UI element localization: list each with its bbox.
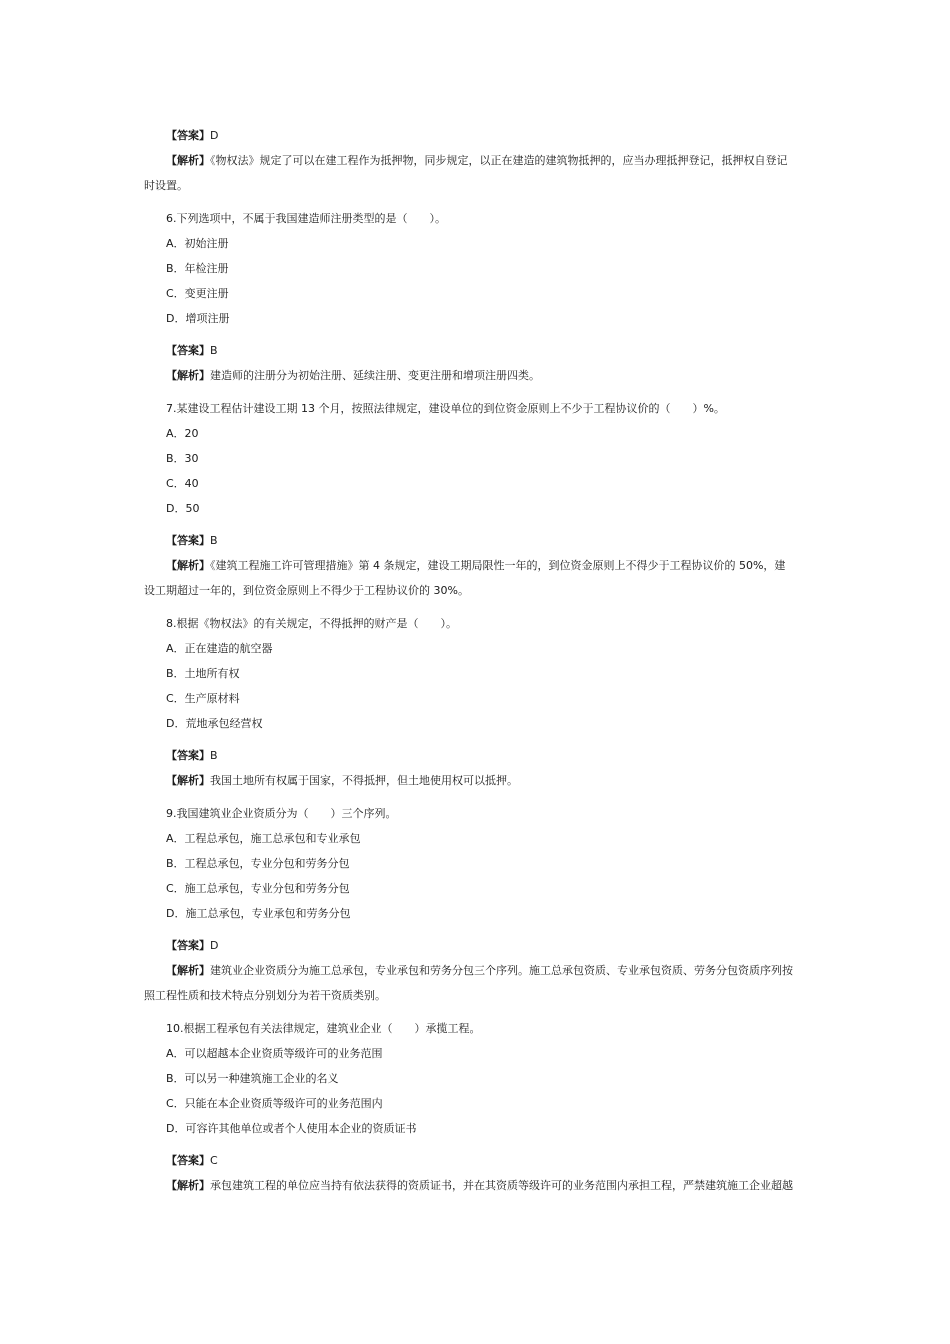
q9-option-a: A．工程总承包，施工总承包和专业承包	[166, 832, 361, 845]
q9-stem: 9.我国建筑业企业资质分为（ ）三个序列。	[166, 807, 397, 820]
q5-answer: 【答案】D	[166, 129, 219, 142]
q7-option-d: D．50	[166, 502, 200, 515]
q8-analysis-line1: 【解析】我国土地所有权属于国家，不得抵押，但土地使用权可以抵押。	[166, 774, 518, 787]
q9-option-d: D．施工总承包，专业承包和劳务分包	[166, 907, 351, 920]
q10-analysis-line1: 【解析】承包建筑工程的单位应当持有依法获得的资质证书，并在其资质等级许可的业务范围内承担工程，严禁建筑施工企业超越	[166, 1179, 793, 1192]
q6-stem: 6.下列选项中，不属于我国建造师注册类型的是（ ）。	[166, 212, 446, 225]
q5-analysis-line1: 【解析】《物权法》规定了可以在建工程作为抵押物，同步规定，以正在建造的建筑物抵押的，应当办理抵押登记，抵押权自登记	[166, 154, 788, 167]
q10-answer: 【答案】C	[166, 1154, 218, 1167]
q8-stem: 8.根据《物权法》的有关规定，不得抵押的财产是（ ）。	[166, 617, 457, 630]
q6-option-c: C．变更注册	[166, 287, 229, 300]
q7-analysis-line2: 设工期超过一年的，到位资金原则上不得少于工程协议价的 30%。	[144, 584, 469, 597]
q5-analysis-line2: 时设置。	[144, 179, 188, 192]
q8-option-a: A．正在建造的航空器	[166, 642, 273, 655]
q9-answer: 【答案】D	[166, 939, 219, 952]
q8-option-b: B．土地所有权	[166, 667, 240, 680]
q10-option-a: A．可以超越本企业资质等级许可的业务范围	[166, 1047, 383, 1060]
q8-option-d: D．荒地承包经营权	[166, 717, 263, 730]
q9-analysis-line1: 【解析】建筑业企业资质分为施工总承包，专业承包和劳务分包三个序列。施工总承包资质、专业承包资质、劳务分包资质序列按	[166, 964, 793, 977]
q10-option-c: C．只能在本企业资质等级许可的业务范围内	[166, 1097, 383, 1110]
q9-option-c: C．施工总承包，专业分包和劳务分包	[166, 882, 350, 895]
q6-answer: 【答案】B	[166, 344, 218, 357]
q6-option-a: A．初始注册	[166, 237, 229, 250]
q6-analysis-line1: 【解析】建造师的注册分为初始注册、延续注册、变更注册和增项注册四类。	[166, 369, 540, 382]
q10-stem: 10.根据工程承包有关法律规定，建筑业企业（ ）承揽工程。	[166, 1022, 481, 1035]
q7-stem: 7.某建设工程估计建设工期 13 个月，按照法律规定，建设单位的到位资金原则上不少于工程协议价的（ ）%。	[166, 402, 725, 415]
q9-analysis-line2: 照工程性质和技术特点分别划分为若干资质类别。	[144, 989, 386, 1002]
q7-answer: 【答案】B	[166, 534, 218, 547]
q7-option-b: B．30	[166, 452, 199, 465]
q10-option-b: B．可以另一种建筑施工企业的名义	[166, 1072, 339, 1085]
q7-analysis-line1: 【解析】《建筑工程施工许可管理措施》第 4 条规定，建设工期局限性一年的，到位资金原则上不得少于工程协议价的 50%，建	[166, 559, 786, 572]
q6-option-d: D．增项注册	[166, 312, 230, 325]
q9-option-b: B．工程总承包，专业分包和劳务分包	[166, 857, 350, 870]
q7-option-c: C．40	[166, 477, 199, 490]
q10-option-d: D．可容许其他单位或者个人使用本企业的资质证书	[166, 1122, 417, 1135]
q6-option-b: B．年检注册	[166, 262, 229, 275]
q7-option-a: A．20	[166, 427, 199, 440]
q8-option-c: C．生产原材料	[166, 692, 240, 705]
q8-answer: 【答案】B	[166, 749, 218, 762]
